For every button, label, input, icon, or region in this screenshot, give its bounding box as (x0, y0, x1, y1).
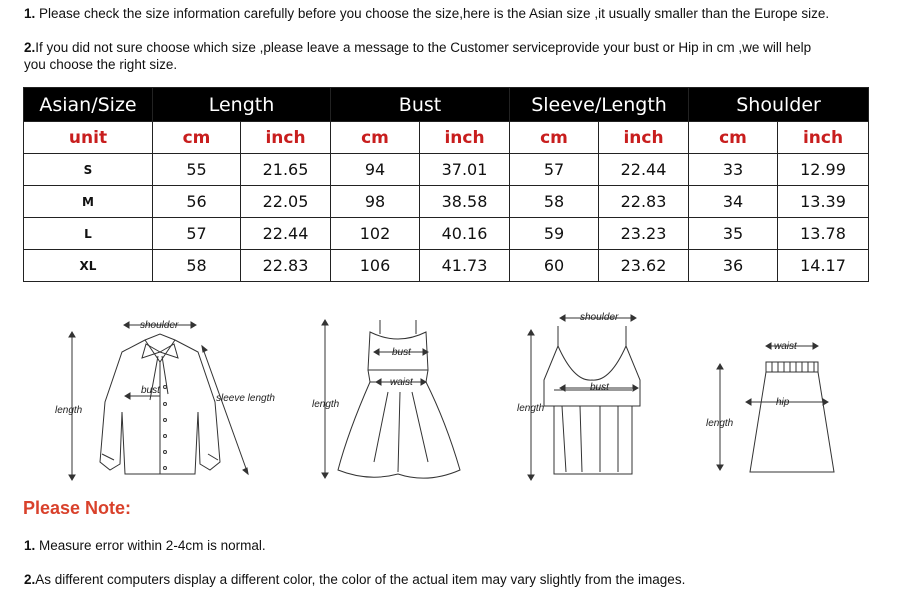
table-cell: 12.99 (778, 154, 869, 186)
unit-cell: cm (331, 122, 420, 154)
intro-line-2-num: 2. (24, 40, 36, 55)
header-size: Asian/Size (24, 88, 153, 122)
table-cell: 13.78 (778, 218, 869, 250)
header-shoulder: Shoulder (689, 88, 869, 122)
table-cell: 13.39 (778, 186, 869, 218)
unit-cell: unit (24, 122, 153, 154)
unit-cell: cm (153, 122, 241, 154)
cami-length-label: length (517, 403, 545, 414)
note-item-1-text: Measure error within 2-4cm is normal. (35, 538, 266, 553)
table-cell: 38.58 (420, 186, 510, 218)
table-cell: 23.62 (599, 250, 689, 282)
table-cell: 22.44 (599, 154, 689, 186)
unit-cell: inch (420, 122, 510, 154)
note-item-1-num: 1. (24, 538, 36, 553)
table-cell: 56 (153, 186, 241, 218)
unit-cell: inch (241, 122, 331, 154)
skirt-waist-label: waist (774, 341, 797, 352)
table-cell: 57 (153, 218, 241, 250)
header-length: Length (153, 88, 331, 122)
cami-illustration (514, 306, 664, 492)
table-cell: 58 (510, 186, 599, 218)
dress-waist-label: waist (390, 377, 413, 388)
table-cell: 98 (331, 186, 420, 218)
table-row (24, 154, 869, 186)
table-cell: 23.23 (599, 218, 689, 250)
cami-diagram (514, 306, 664, 492)
table-row (24, 186, 869, 218)
table-cell: 14.17 (778, 250, 869, 282)
skirt-length-label: length (706, 418, 734, 429)
intro-line-2 (24, 39, 811, 56)
table-cell: 58 (153, 250, 241, 282)
shirt-diagram (50, 312, 290, 492)
table-cell: 55 (153, 154, 241, 186)
size-label: S (24, 154, 153, 186)
table-cell: 94 (331, 154, 420, 186)
dress-bust-label: bust (392, 347, 411, 358)
table-cell: 34 (689, 186, 778, 218)
table-cell: 22.83 (599, 186, 689, 218)
cami-bust-label: bust (590, 382, 609, 393)
table-cell: 36 (689, 250, 778, 282)
skirt-hip-label: hip (776, 397, 790, 408)
intro-line-1 (24, 5, 829, 22)
note-item-2-text: As different computers display a different color, the color of the actual item may vary slightly from the images. (35, 572, 686, 587)
intro-line-1-text: Please check the size information carefully before you choose the size,here is the Asian size ,it usually smaller than the Europe size. (35, 6, 830, 21)
cami-shoulder-label: shoulder (580, 312, 619, 323)
shirt-sleeve-label: sleeve length (216, 393, 275, 404)
table-cell: 106 (331, 250, 420, 282)
skirt-diagram (700, 330, 850, 492)
note-item-2-num: 2. (24, 572, 36, 587)
table-cell: 60 (510, 250, 599, 282)
intro-line-2b (24, 56, 177, 73)
unit-row (24, 122, 869, 154)
dress-length-label: length (312, 399, 340, 410)
shirt-length-label: length (55, 405, 83, 416)
size-chart-table (23, 87, 869, 282)
unit-cell: inch (599, 122, 689, 154)
table-cell: 35 (689, 218, 778, 250)
dress-diagram (308, 312, 478, 492)
header-bust: Bust (331, 88, 510, 122)
intro-line-1-num: 1. (24, 6, 36, 21)
note-item-1 (24, 537, 266, 554)
shirt-illustration (50, 312, 290, 492)
unit-cell: cm (510, 122, 599, 154)
skirt-illustration (700, 330, 850, 492)
table-cell: 57 (510, 154, 599, 186)
size-label: L (24, 218, 153, 250)
table-cell: 33 (689, 154, 778, 186)
dress-illustration (308, 312, 478, 492)
size-label: XL (24, 250, 153, 282)
table-header-row (24, 88, 869, 122)
table-cell: 22.83 (241, 250, 331, 282)
note-title: Please Note: (23, 498, 132, 518)
header-sleeve-length: Sleeve/Length (510, 88, 689, 122)
table-cell: 22.44 (241, 218, 331, 250)
unit-cell: inch (778, 122, 869, 154)
table-cell: 21.65 (241, 154, 331, 186)
table-cell: 102 (331, 218, 420, 250)
table-row (24, 250, 869, 282)
intro-line-2-text: If you did not sure choose which size ,please leave a message to the Customer serviceprovide your bust or Hip in cm ,we will help (35, 40, 812, 55)
table-cell: 22.05 (241, 186, 331, 218)
table-cell: 40.16 (420, 218, 510, 250)
table-cell: 41.73 (420, 250, 510, 282)
shirt-bust-label: bust (141, 385, 160, 396)
table-row (24, 218, 869, 250)
size-label: M (24, 186, 153, 218)
table-cell: 37.01 (420, 154, 510, 186)
shirt-shoulder-label: shoulder (140, 320, 179, 331)
intro-line-2-text-b: you choose the right size. (24, 57, 178, 72)
unit-cell: cm (689, 122, 778, 154)
note-item-2 (24, 571, 685, 588)
table-cell: 59 (510, 218, 599, 250)
